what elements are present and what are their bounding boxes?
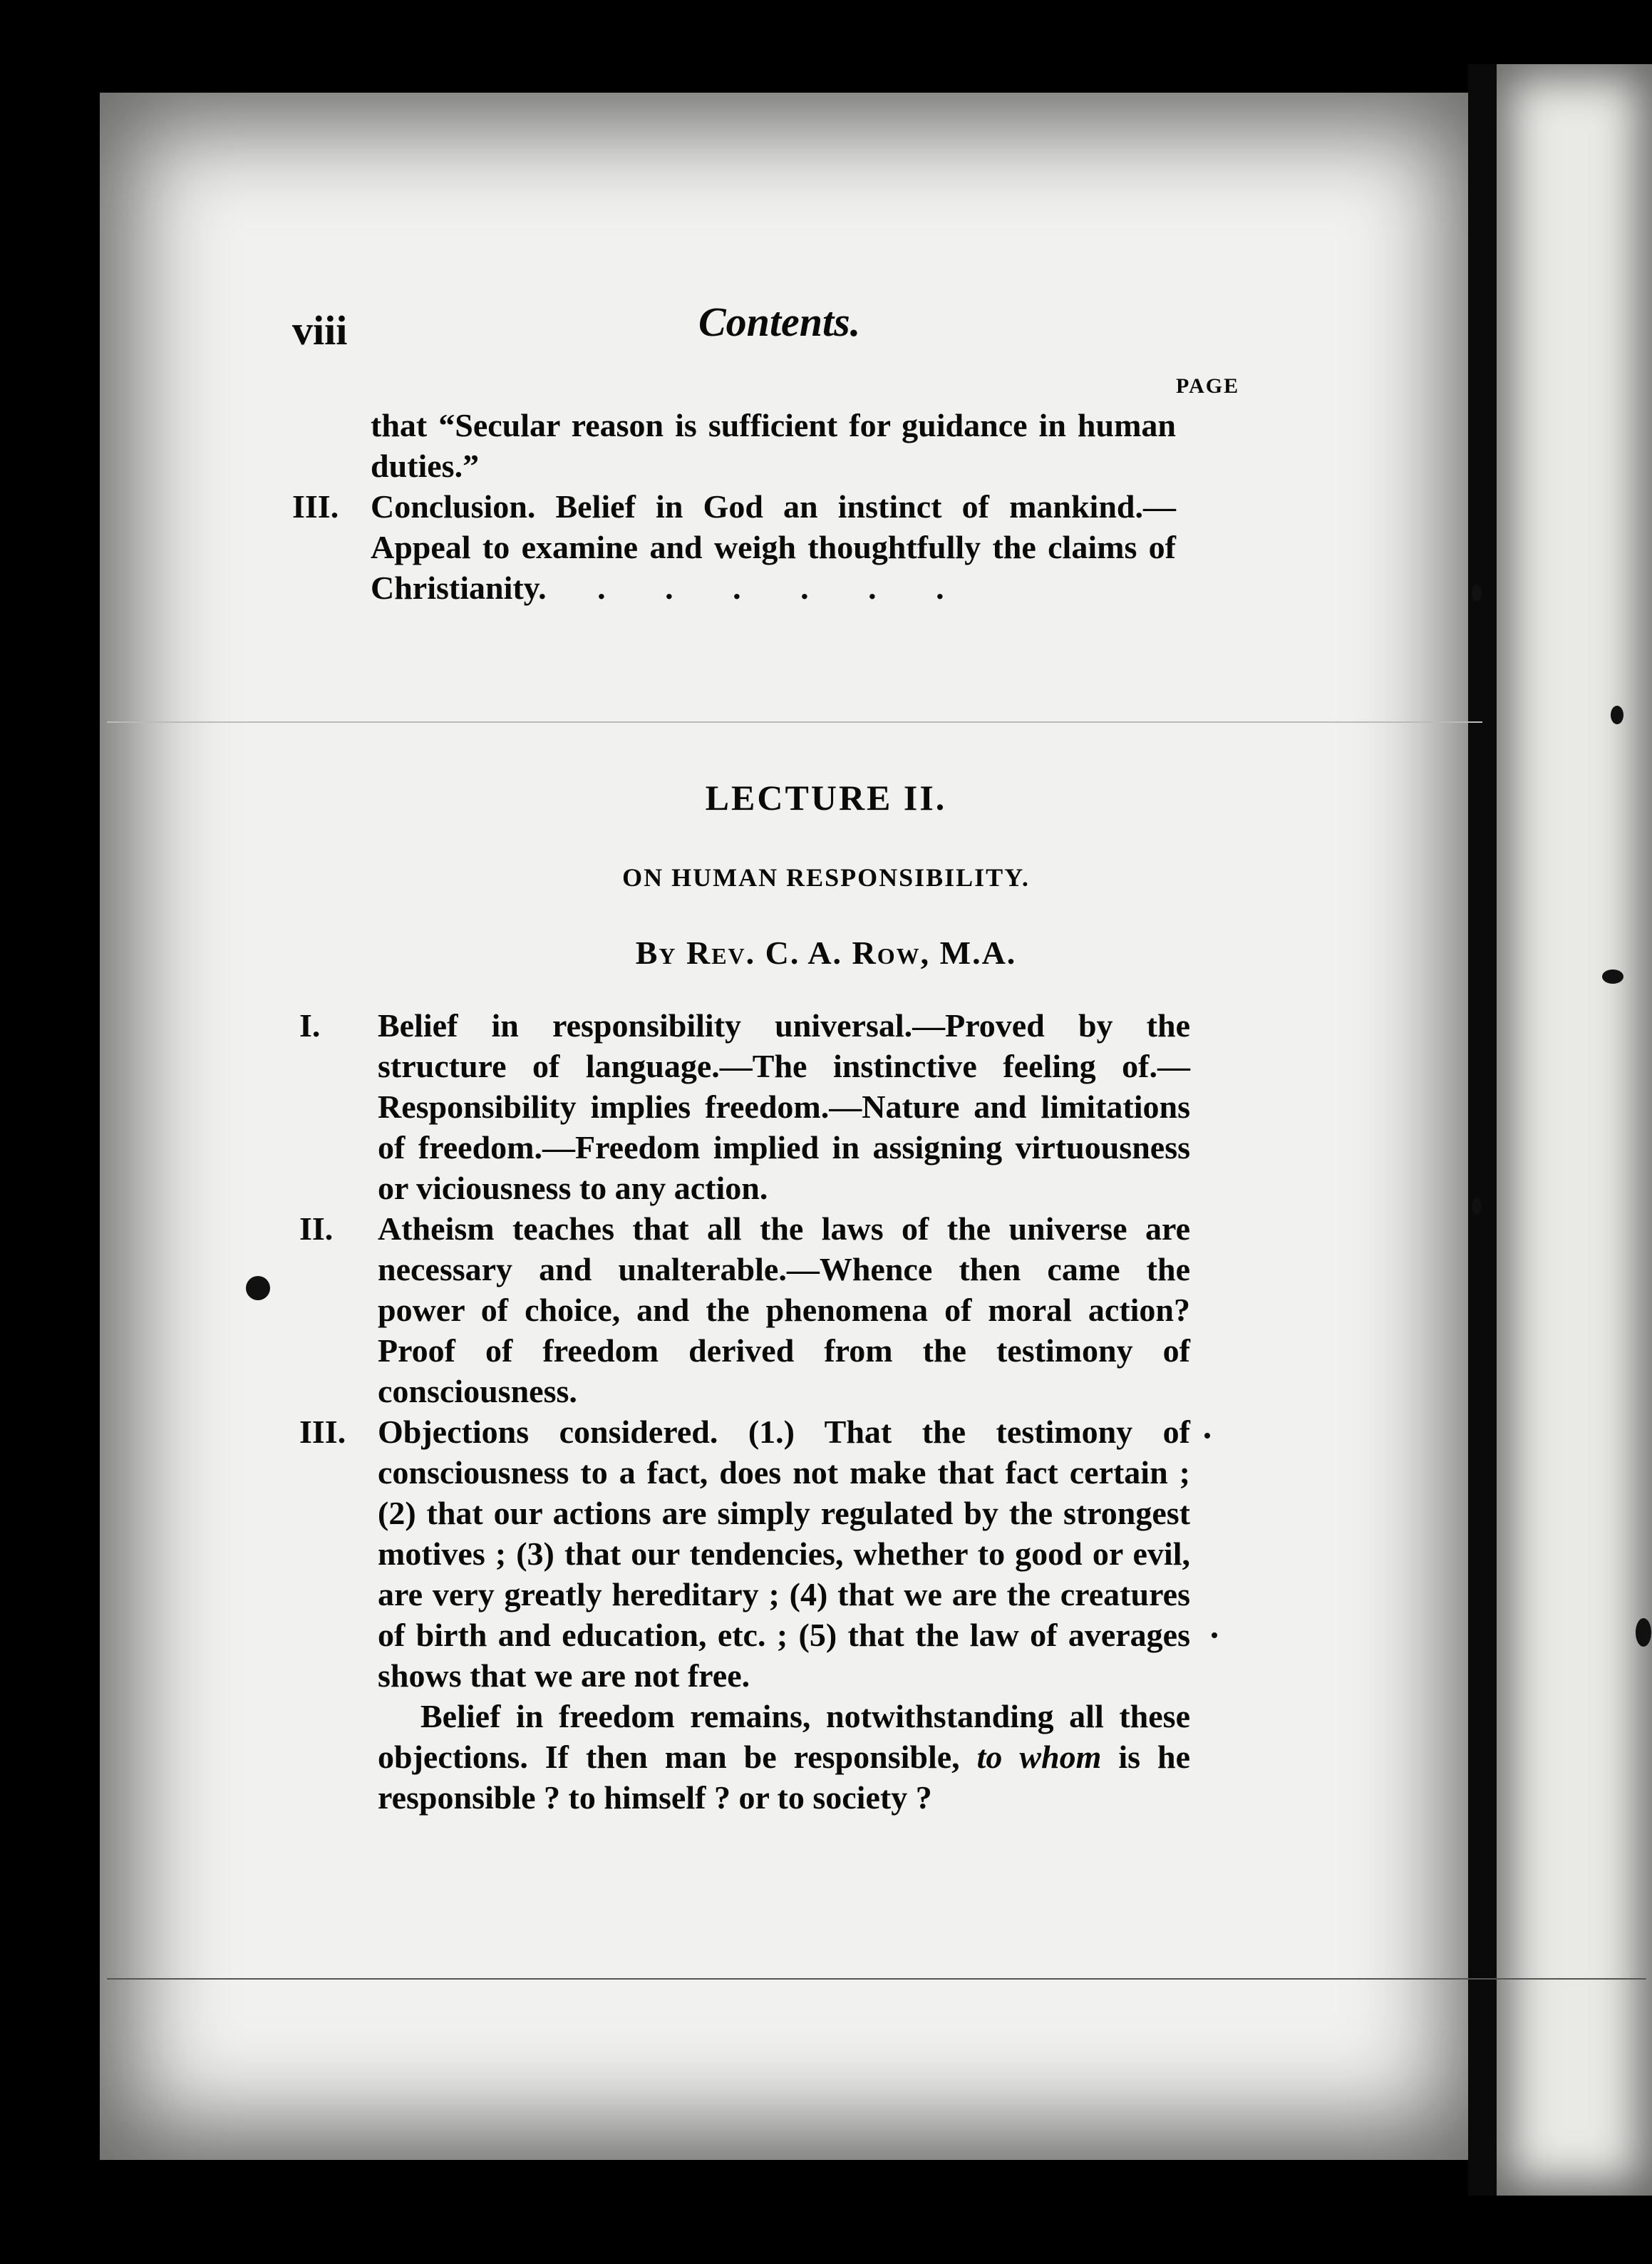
binding-gutter: [1468, 64, 1497, 2196]
previous-item-iii: [292, 486, 1176, 608]
running-title: Contents.: [698, 299, 861, 345]
ink-speck: [1636, 1618, 1651, 1647]
ink-blot: [246, 1276, 270, 1300]
item-numeral: I.: [299, 1007, 321, 1044]
page-number: viii: [292, 307, 348, 354]
item-text: Atheism teaches that all the laws of the universe are necessary and unalterable.—Whence then came the power of choice, and the phenomena of moral action? Proof of freedom derived from the testimony of consciousness.: [378, 1210, 1190, 1409]
item-text: Objections considered. (1.) That the testimony of consciousness to a fact, does not make that fact certain ; (2) that our actions are simply regulated by the strongest motives ; (3) that our tendencies, whether to good or evil, are very greatly hereditary ; (4) that we are the creatures of birth and education, etc. ; (5) that the law of averages shows that we are not free.: [378, 1414, 1190, 1694]
lecture-contents: [299, 1005, 1190, 1818]
ink-speck: [1204, 1433, 1210, 1439]
item-text: Belief in responsibility universal.—Proved by the structure of language.—The instinctive feeling of.—Responsibility implies freedom.—Nature and limitations of freedom.—Freedom implied in assigning virtuousness or viciousness to any action.: [378, 1007, 1190, 1206]
lecture-item-ii: [299, 1208, 1190, 1411]
lecture-author: By Rev. C. A. Row, M.A.: [635, 935, 1017, 971]
continuation-text: that “Secular reason is sufficient for guidance in human duties.”: [371, 407, 1176, 484]
closing-lead: Belief in freedom remains, notwithstanding all these objections. If then man be responsible,: [378, 1698, 1190, 1775]
item-numeral: II.: [299, 1210, 334, 1247]
item-text: Conclusion. Belief in God an instinct of mankind.—Appeal to examine and weigh thoughtfully the claims of Christianity.: [371, 488, 1176, 606]
ink-speck: [1472, 585, 1482, 602]
ink-speck: [1472, 1198, 1482, 1215]
closing-tail: is he responsible ? to himself ? or to society ?: [378, 1739, 1191, 1816]
lecture-item-i: [299, 1005, 1190, 1208]
previous-lecture-continuation: [292, 405, 1176, 608]
lecture-subject: ON HUMAN RESPONSIBILITY.: [622, 863, 1030, 892]
closing-paragraph: [299, 1696, 1190, 1818]
closing-italic: to whom: [976, 1739, 1102, 1775]
ink-speck: [1602, 969, 1623, 984]
item-numeral: III.: [299, 1414, 346, 1450]
scan-line-top: [107, 721, 1482, 723]
dot-leader: . . . . . .: [597, 570, 970, 606]
lecture-heading: LECTURE II.: [705, 778, 947, 818]
ink-speck: [1611, 706, 1623, 724]
facing-page-edge: [1497, 64, 1652, 2196]
scan-line-bottom: [107, 1978, 1646, 1980]
item-numeral: III.: [292, 488, 339, 525]
ink-speck: [1212, 1632, 1217, 1638]
lecture-item-iii: [299, 1411, 1190, 1696]
page-column-label: PAGE: [1176, 374, 1240, 398]
